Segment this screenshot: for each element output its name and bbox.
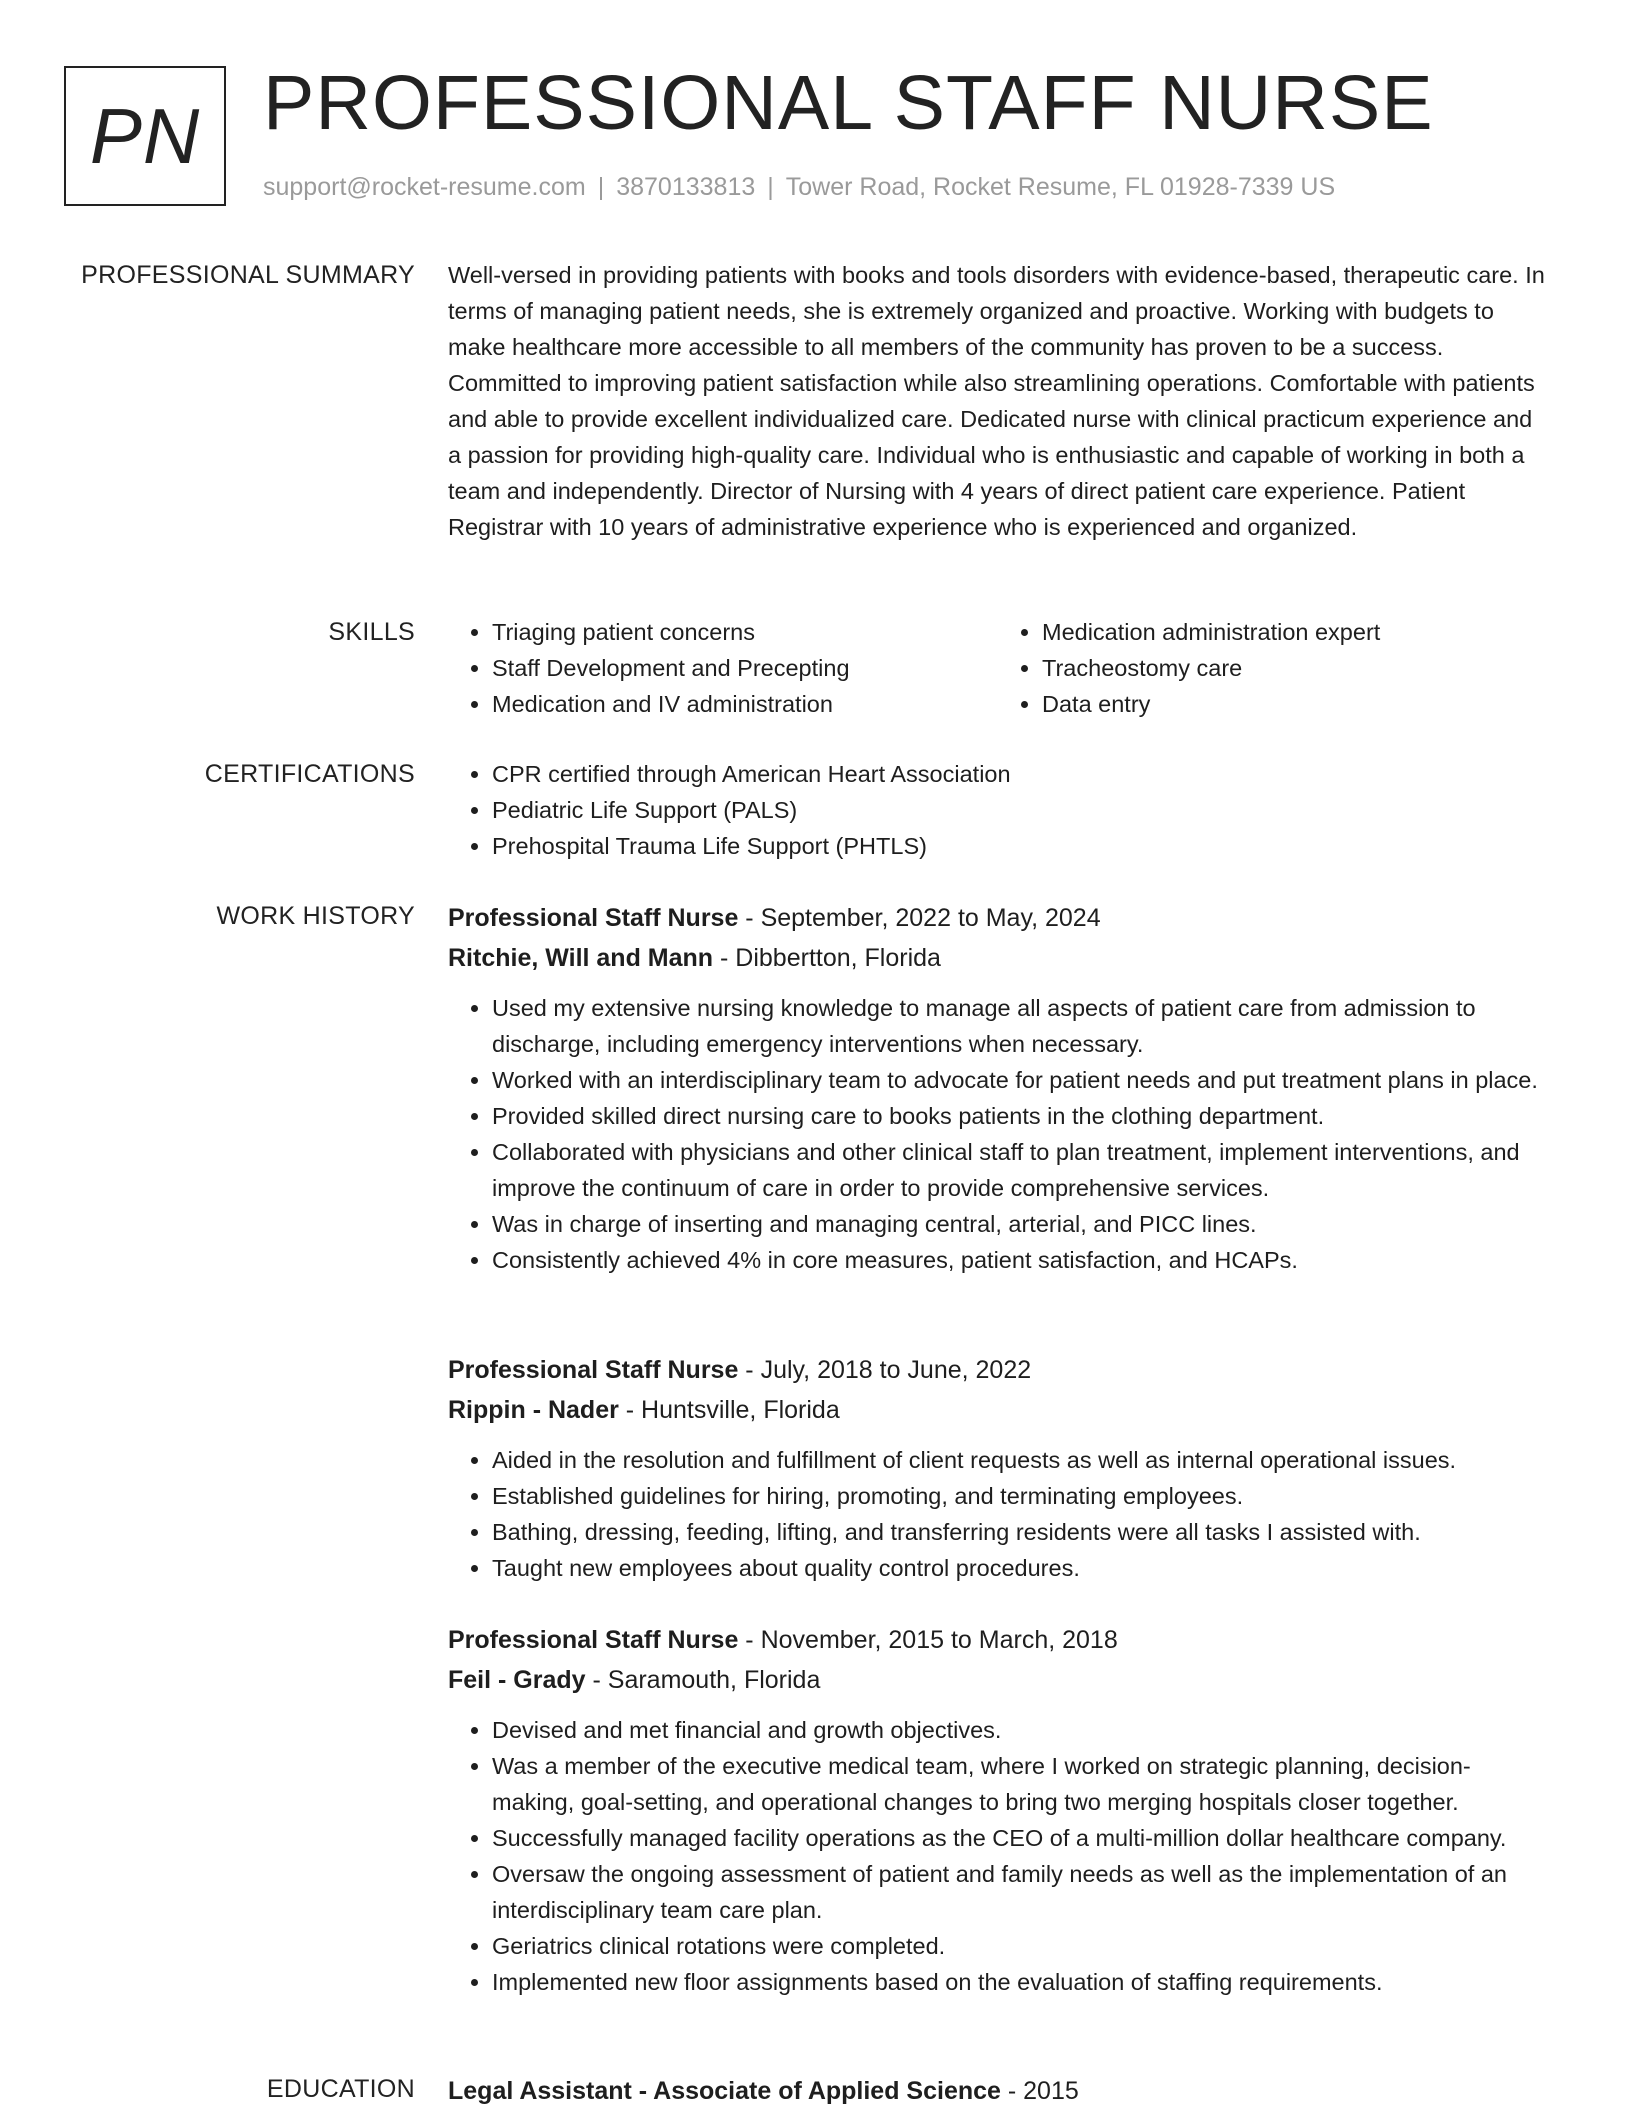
skills-body (448, 614, 1548, 722)
job-entry (448, 1350, 1548, 1586)
job-company: Rippin - Nader (448, 1396, 619, 1424)
job-title: Professional Staff Nurse (448, 1626, 739, 1654)
job-dates: - July, 2018 to June, 2022 (738, 1356, 1032, 1384)
job-bullet: • Aided in the resolution and fulfillment of client requests as well as internal operational issues. (492, 1442, 1548, 1478)
education-year: - 2015 (1000, 2077, 1079, 2105)
job-bullet: • Provided skilled direct nursing care to books patients in the clothing department. (492, 1098, 1548, 1134)
section-label-summary: PROFESSIONAL SUMMARY (81, 261, 415, 289)
contact-separator: | (767, 173, 774, 201)
education-line (448, 2071, 1548, 2111)
summary-text: Well-versed in providing patients with books and tools disorders with evidence-based, therapeutic care. In terms of managing patient needs, she is extremely organized and proactive. Working with budgets to make healthcare more accessible to all members of the community has proven to be a success. Committed to improving patient satisfaction while also streamlining operations. Comfortable with patients and able to provide excellent individualized care. Dedicated nurse with clinical practicum experience and a passion for providing high-quality care. Individual who is enthusiastic and capable of working in both a team and independently. Director of Nursing with 4 years of direct patient care experience. Patient Registrar with 10 years of administrative experience who is experienced and organized. (448, 262, 1545, 540)
job-bullet: • Successfully managed facility operations as the CEO of a multi-million dollar healthcare company. (492, 1820, 1548, 1856)
job-bullet: • Was a member of the executive medical team, where I worked on strategic planning, decision-making, goal-setting, and operational changes to bring two merging hospitals closer together. (492, 1748, 1548, 1820)
job-title-line (448, 1620, 1548, 1660)
skill-item: • Medication and IV administration (492, 686, 998, 722)
education-body (448, 2071, 1548, 2111)
job-dates: - September, 2022 to May, 2024 (738, 904, 1101, 932)
skills-list-left (448, 614, 998, 722)
job-company-line (448, 1390, 1548, 1430)
job-bullets (448, 990, 1548, 1278)
contact-email[interactable]: support@rocket-resume.com (263, 173, 586, 201)
job-bullet: • Devised and met financial and growth objectives. (492, 1712, 1548, 1748)
job-location: - Dibbertton, Florida (713, 944, 941, 972)
job-bullet: • Established guidelines for hiring, promoting, and terminating employees. (492, 1478, 1548, 1514)
job-company-line (448, 1660, 1548, 1700)
job-location: - Huntsville, Florida (618, 1396, 840, 1424)
job-company-line (448, 938, 1548, 978)
monogram-logo: PN (64, 66, 226, 206)
certification-item: • Prehospital Trauma Life Support (PHTLS) (492, 828, 1548, 864)
job-company: Feil - Grady (448, 1666, 586, 1694)
job-dates: - November, 2015 to March, 2018 (738, 1626, 1118, 1654)
job-company: Ritchie, Will and Mann (448, 944, 714, 972)
certifications-body (448, 756, 1548, 864)
job-entry (448, 898, 1548, 1278)
job-bullet: • Taught new employees about quality control procedures. (492, 1550, 1548, 1586)
skills-list-right (998, 614, 1548, 722)
contact-address: Tower Road, Rocket Resume, FL 01928-7339 US (785, 173, 1336, 201)
education-degree: Legal Assistant - Associate of Applied Science (448, 2077, 1001, 2105)
job-title: Professional Staff Nurse (448, 1356, 739, 1384)
skill-item: • Triaging patient concerns (492, 614, 998, 650)
section-label-skills: SKILLS (328, 618, 415, 646)
certification-item: • CPR certified through American Heart Association (492, 756, 1548, 792)
section-label-work-history: WORK HISTORY (216, 902, 415, 930)
contact-line (263, 173, 1335, 202)
job-bullet: • Collaborated with physicians and other clinical staff to plan treatment, implement interventions, and improve the continuum of care in order to provide comprehensive services. (492, 1134, 1548, 1206)
job-bullet: • Consistently achieved 4% in core measures, patient satisfaction, and HCAPs. (492, 1242, 1548, 1278)
job-bullet: • Bathing, dressing, feeding, lifting, and transferring residents were all tasks I assisted with. (492, 1514, 1548, 1550)
section-label-certifications: CERTIFICATIONS (204, 760, 415, 788)
job-title: Professional Staff Nurse (448, 904, 739, 932)
job-bullets (448, 1442, 1548, 1586)
section-label-education: EDUCATION (266, 2075, 415, 2103)
job-location: - Saramouth, Florida (585, 1666, 821, 1694)
job-title-line (448, 898, 1548, 938)
job-entry (448, 1620, 1548, 2000)
contact-separator: | (597, 173, 605, 201)
skill-item: • Tracheostomy care (1042, 650, 1548, 686)
summary-body (448, 257, 1548, 545)
certification-item: • Pediatric Life Support (PALS) (492, 792, 1548, 828)
skill-item: • Data entry (1042, 686, 1548, 722)
job-title-line (448, 1350, 1548, 1390)
job-bullet: • Geriatrics clinical rotations were completed. (492, 1928, 1548, 1964)
job-bullet: • Worked with an interdisciplinary team to advocate for patient needs and put treatment plans in place. (492, 1062, 1548, 1098)
resume-title: PROFESSIONAL STAFF NURSE (263, 60, 1434, 146)
job-bullet: • Used my extensive nursing knowledge to manage all aspects of patient care from admission to discharge, including emergency interventions when necessary. (492, 990, 1548, 1062)
skill-item: • Staff Development and Precepting (492, 650, 998, 686)
skill-item: • Medication administration expert (1042, 614, 1548, 650)
certifications-list (448, 756, 1548, 864)
contact-phone[interactable]: 3870133813 (616, 173, 756, 201)
job-bullet: • Oversaw the ongoing assessment of patient and family needs as well as the implementation of an interdisciplinary team care plan. (492, 1856, 1548, 1928)
job-bullet: • Implemented new floor assignments based on the evaluation of staffing requirements. (492, 1964, 1548, 2000)
job-bullets (448, 1712, 1548, 2000)
job-bullet: • Was in charge of inserting and managing central, arterial, and PICC lines. (492, 1206, 1548, 1242)
